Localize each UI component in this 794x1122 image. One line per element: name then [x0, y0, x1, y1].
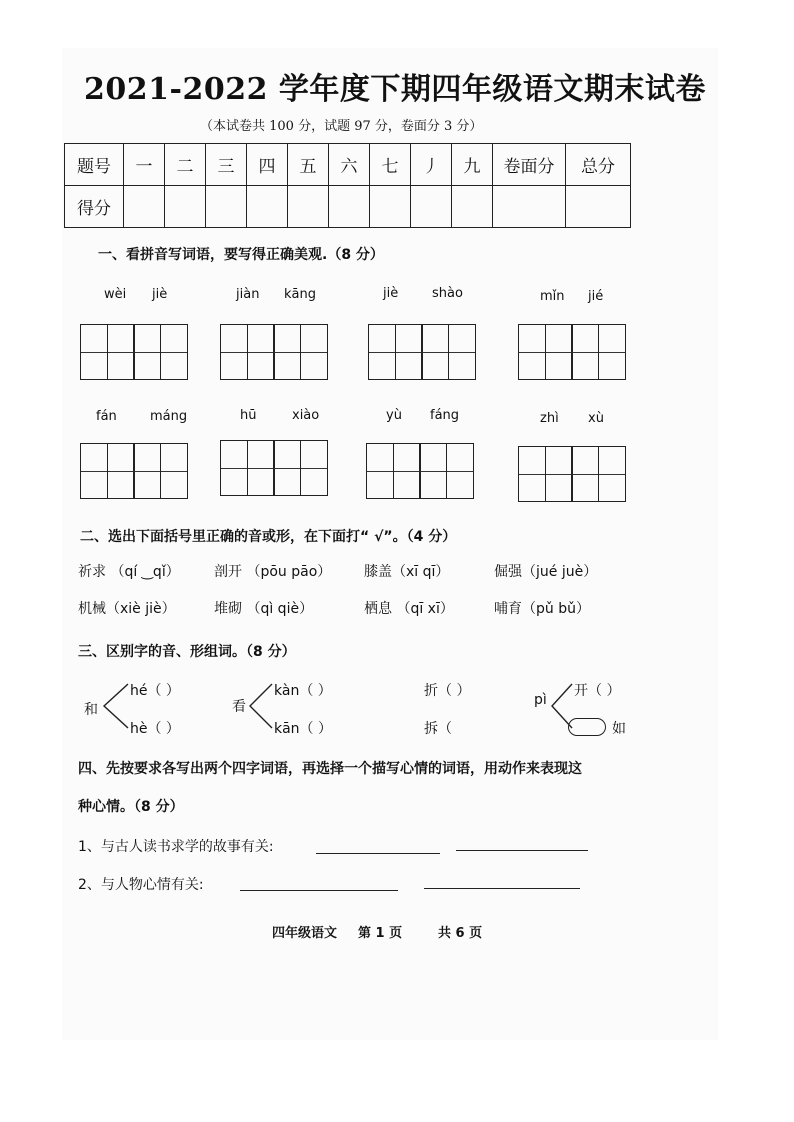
- writing-cell[interactable]: [133, 324, 161, 380]
- pinyin-5a: fán: [96, 409, 117, 424]
- writing-cell[interactable]: [448, 324, 476, 380]
- score-cell[interactable]: [411, 186, 452, 228]
- writing-cell[interactable]: [598, 324, 626, 380]
- score-header-cell: 题号: [65, 144, 124, 186]
- writing-cell[interactable]: [107, 443, 135, 499]
- writing-cell[interactable]: [247, 440, 275, 496]
- writing-cell[interactable]: [545, 324, 573, 380]
- writing-grid[interactable]: [220, 440, 328, 496]
- score-table-score-row: [65, 186, 631, 228]
- pinyin-3a: jiè: [383, 286, 399, 301]
- writing-cell[interactable]: [446, 443, 474, 499]
- choice-item[interactable]: 膝盖（xī qī）: [364, 564, 450, 580]
- writing-cell[interactable]: [419, 443, 447, 499]
- pinyin-7a: yù: [386, 408, 402, 423]
- group1-bottom[interactable]: hè（ ）: [130, 721, 180, 737]
- pinyin-pi: pì: [534, 692, 547, 708]
- choice-item[interactable]: 祈求 （qí ‿qǐ）: [78, 564, 180, 580]
- pinyin-4a: mǐn: [540, 289, 565, 304]
- writing-cell[interactable]: [80, 324, 108, 380]
- writing-cell[interactable]: [300, 324, 328, 380]
- pinyin-2b: kāng: [284, 287, 316, 302]
- writing-cell[interactable]: [133, 443, 161, 499]
- score-header-cell: 七: [370, 144, 411, 186]
- score-header-cell: 六: [329, 144, 370, 186]
- pinyin-6b: xiào: [292, 408, 320, 423]
- writing-grid[interactable]: [366, 443, 474, 499]
- score-table: [64, 143, 631, 228]
- section1-heading: 一、看拼音写词语，要写得正确美观.（8 分）: [98, 247, 384, 263]
- writing-cell[interactable]: [518, 324, 546, 380]
- pinyin-3b: shào: [432, 286, 463, 301]
- group4-top[interactable]: 开（ ）: [574, 683, 621, 699]
- score-header-cell: 五: [288, 144, 329, 186]
- pinyin-1a: wèi: [104, 287, 127, 302]
- writing-grid[interactable]: [518, 324, 626, 380]
- bracket-icon: [102, 680, 130, 732]
- group2-bottom[interactable]: kān（ ）: [274, 721, 333, 737]
- exam-title: 2021-2022 学年度下期四年级语文期末试卷: [84, 72, 706, 107]
- writing-grid[interactable]: [368, 324, 476, 380]
- score-header-cell: 四: [247, 144, 288, 186]
- question-1: 1、与古人读书求学的故事有关:: [78, 839, 274, 855]
- char-kan: 看: [232, 699, 246, 715]
- group2-top[interactable]: kàn（ ）: [274, 683, 332, 699]
- writing-cell[interactable]: [393, 443, 421, 499]
- score-row-label: 得分: [65, 186, 124, 228]
- writing-cell[interactable]: [220, 440, 248, 496]
- char-he: 和: [84, 702, 98, 718]
- score-cell[interactable]: [493, 186, 566, 228]
- writing-cell[interactable]: [273, 440, 301, 496]
- writing-cell[interactable]: [598, 446, 626, 502]
- score-cell[interactable]: [370, 186, 411, 228]
- group1-top[interactable]: hé（ ）: [130, 683, 180, 699]
- section3-heading: 三、区别字的音、形组词。（8 分）: [78, 644, 296, 660]
- footer-total: 共 6 页: [438, 926, 483, 941]
- group4-bottom[interactable]: 如: [612, 721, 626, 737]
- writing-cell[interactable]: [160, 324, 188, 380]
- pinyin-8b: xù: [588, 411, 604, 426]
- score-header-cell: 九: [452, 144, 493, 186]
- writing-cell[interactable]: [366, 443, 394, 499]
- answer-line[interactable]: [240, 890, 398, 891]
- score-cell[interactable]: [247, 186, 288, 228]
- writing-cell[interactable]: [220, 324, 248, 380]
- score-header-cell: 二: [165, 144, 206, 186]
- writing-cell[interactable]: [545, 446, 573, 502]
- pinyin-6a: hū: [240, 408, 257, 423]
- writing-grid[interactable]: [220, 324, 328, 380]
- pinyin-8a: zhì: [540, 411, 559, 426]
- pinyin-5b: máng: [150, 409, 188, 424]
- writing-cell[interactable]: [368, 324, 396, 380]
- writing-cell[interactable]: [421, 324, 449, 380]
- exam-subtitle: （本试卷共 100 分，试题 97 分，卷面分 3 分）: [200, 119, 483, 134]
- pinyin-1b: jiè: [152, 287, 168, 302]
- score-header-cell: 丿: [411, 144, 452, 186]
- writing-cell[interactable]: [80, 443, 108, 499]
- group3-top[interactable]: 折（ ）: [424, 683, 471, 699]
- question-2: 2、与人物心情有关:: [78, 877, 204, 893]
- pinyin-7b: fáng: [430, 408, 460, 423]
- answer-line[interactable]: [316, 853, 440, 854]
- pinyin-4b: jié: [588, 289, 604, 304]
- footer-subject: 四年级语文: [272, 926, 338, 941]
- writing-cell[interactable]: [160, 443, 188, 499]
- score-table-header-row: [65, 144, 631, 186]
- pinyin-2a: jiàn: [236, 287, 260, 302]
- writing-cell[interactable]: [571, 446, 599, 502]
- answer-line[interactable]: [456, 850, 588, 851]
- writing-cell[interactable]: [107, 324, 135, 380]
- score-cell[interactable]: [206, 186, 247, 228]
- writing-cell[interactable]: [247, 324, 275, 380]
- answer-line[interactable]: [424, 888, 580, 889]
- choice-item[interactable]: 栖息 （qī xī）: [364, 601, 454, 617]
- score-cell[interactable]: [124, 186, 165, 228]
- score-cell[interactable]: [329, 186, 370, 228]
- group3-bottom[interactable]: 拆（: [424, 721, 452, 737]
- writing-grid[interactable]: [80, 443, 188, 499]
- writing-cell[interactable]: [395, 324, 423, 380]
- score-header-cell: 卷面分: [493, 144, 566, 186]
- score-header-cell: 一: [124, 144, 165, 186]
- writing-cell[interactable]: [300, 440, 328, 496]
- choice-item[interactable]: 哺育（pǔ bǔ）: [494, 601, 590, 617]
- section4-heading: 四、先按要求各写出两个四字词语，再选择一个描写心情的词语，用动作来表现这: [78, 761, 582, 777]
- writing-cell[interactable]: [273, 324, 301, 380]
- score-cell[interactable]: [452, 186, 493, 228]
- score-cell[interactable]: [566, 186, 631, 228]
- writing-cell[interactable]: [571, 324, 599, 380]
- footer-page: 第 1 页: [358, 926, 403, 941]
- writing-grid[interactable]: [518, 446, 626, 502]
- bracket-icon: [248, 680, 274, 732]
- score-cell[interactable]: [288, 186, 329, 228]
- score-header-cell: 总分: [566, 144, 631, 186]
- blank-oval[interactable]: [568, 718, 606, 736]
- choice-item[interactable]: 剖开 （pōu pāo）: [214, 564, 332, 580]
- writing-cell[interactable]: [518, 446, 546, 502]
- score-header-cell: 三: [206, 144, 247, 186]
- choice-item[interactable]: 堆砌 （qì qiè）: [214, 601, 314, 617]
- writing-grid[interactable]: [80, 324, 188, 380]
- score-cell[interactable]: [165, 186, 206, 228]
- choice-item[interactable]: 机械（xiè jiè）: [78, 601, 176, 617]
- choice-item[interactable]: 倔强（jué juè）: [494, 564, 598, 580]
- section2-heading: 二、选出下面括号里正确的音或形，在下面打“ √”。（4 分）: [80, 529, 457, 545]
- section4-heading-cont: 种心情。（8 分）: [78, 799, 184, 815]
